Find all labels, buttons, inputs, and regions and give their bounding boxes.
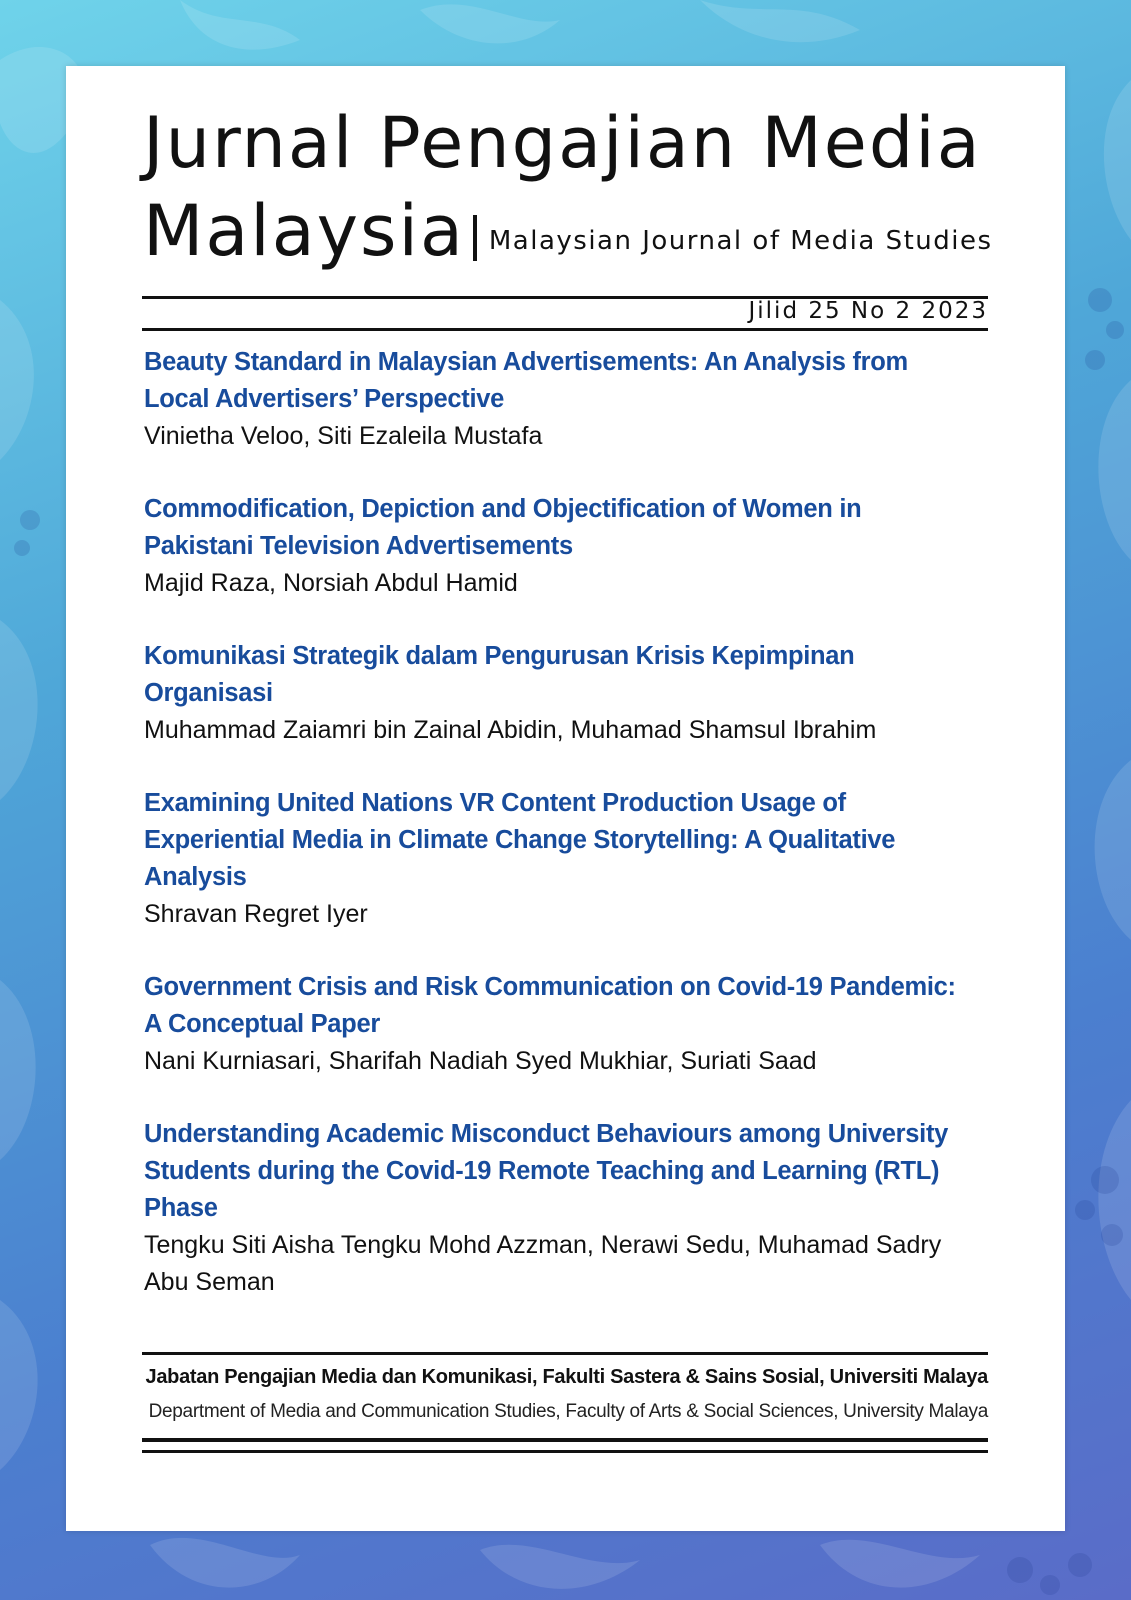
journal-subtitle: Malaysian Journal of Media Studies <box>488 226 993 256</box>
article-entry <box>144 785 974 933</box>
article-entry <box>144 1116 974 1301</box>
article-entry <box>144 344 974 455</box>
article-entry <box>144 969 974 1080</box>
article-title[interactable]: Komunikasi Strategik dalam Pengurusan Krisis Kepimpinan Organisasi <box>144 642 855 707</box>
journal-title: Jurnal Pengajian Media <box>143 102 982 184</box>
department-name-english: Department of Media and Communication Studies, Faculty of Arts & Social Sciences, University Malaya <box>148 1401 988 1422</box>
article-title[interactable]: Examining United Nations VR Content Production Usage of Experiential Media in Climate Change Storytelling: A Qualitative Analysis <box>144 789 896 891</box>
article-title[interactable]: Government Crisis and Risk Communication on Covid-19 Pandemic: A Conceptual Paper <box>144 973 956 1038</box>
article-authors: Tengku Siti Aisha Tengku Mohd Azzman, Nerawi Sedu, Muhamad Sadry Abu Seman <box>144 1231 942 1296</box>
article-entry <box>144 491 974 602</box>
article-entry <box>144 638 974 749</box>
issue-label: Jilid 25 No 2 2023 <box>748 298 988 324</box>
article-authors: Muhammad Zaiamri bin Zainal Abidin, Muhamad Shamsul Ibrahim <box>144 716 877 744</box>
journal-title-line2 <box>143 190 993 272</box>
article-title[interactable]: Beauty Standard in Malaysian Advertisements: An Analysis from Local Advertisers’ Perspective <box>144 348 908 413</box>
header-rule-bottom <box>142 328 988 331</box>
table-of-contents <box>144 344 974 1337</box>
journal-title-malaysia: Malaysia <box>143 190 465 272</box>
article-authors: Majid Raza, Norsiah Abdul Hamid <box>144 569 518 597</box>
article-title[interactable]: Understanding Academic Misconduct Behaviours among University Students during the Covid-19 Remote Teaching and Learning (RTL) Phase <box>144 1120 949 1222</box>
article-authors: Nani Kurniasari, Sharifah Nadiah Syed Mukhiar, Suriati Saad <box>144 1047 817 1075</box>
department-name-malay: Jabatan Pengajian Media dan Komunikasi, Fakulti Sastera & Sains Sosial, Universiti Malaya <box>145 1366 988 1388</box>
article-authors: Shravan Regret Iyer <box>144 900 368 928</box>
footer-rule-bottom <box>142 1450 988 1453</box>
footer-rule-top <box>142 1352 988 1355</box>
article-title[interactable]: Commodification, Depiction and Objectification of Women in Pakistani Television Advertisements <box>144 495 862 560</box>
footer-rule-middle <box>142 1438 988 1442</box>
article-authors: Vinietha Veloo, Siti Ezaleila Mustafa <box>144 422 543 450</box>
title-separator <box>473 215 477 261</box>
